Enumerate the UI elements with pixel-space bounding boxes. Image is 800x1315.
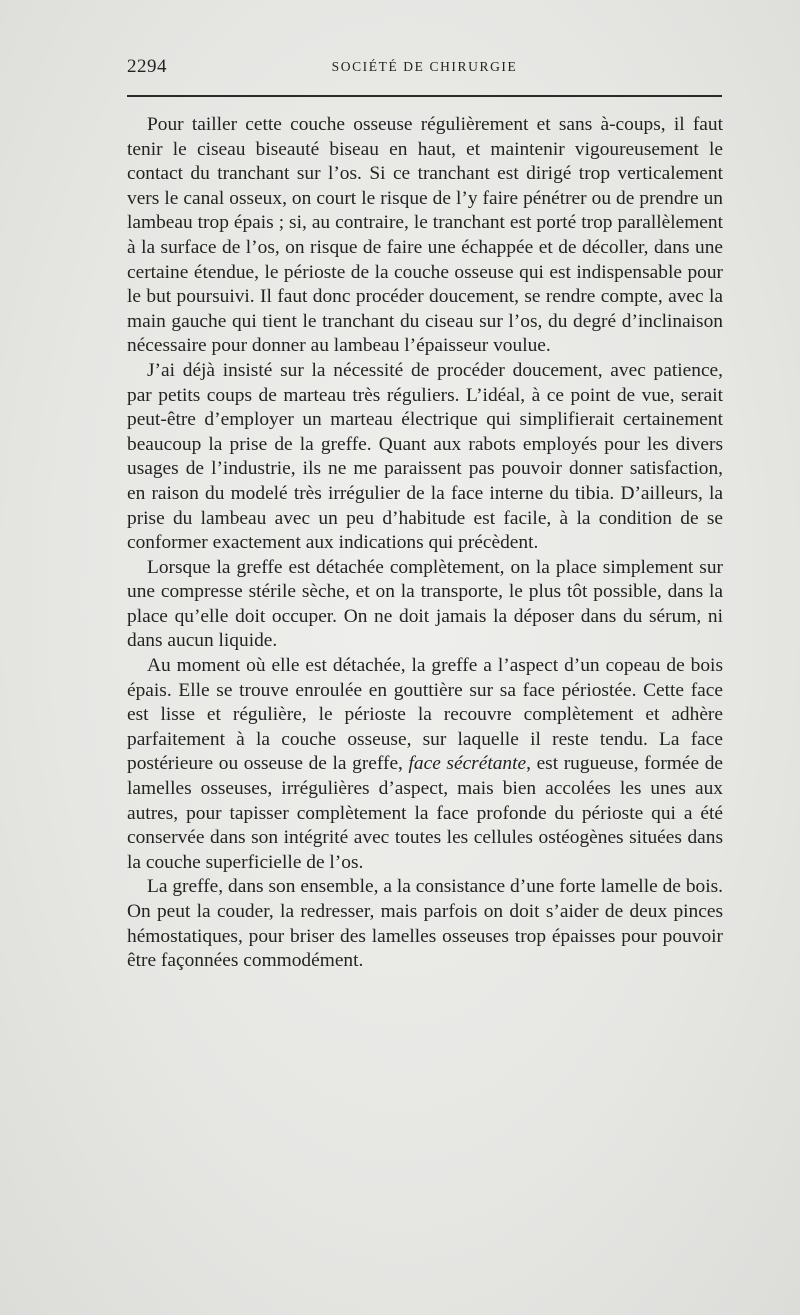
page-header xyxy=(127,56,722,80)
running-head: SOCIÉTÉ DE CHIRURGIE xyxy=(331,59,518,74)
paragraph-1: Pour tailler cette couche osseuse régulièrement et sans à-coups, il faut tenir le ciseau biseauté biseau en haut, et maintenir vigoureusement le contact du tranchant sur l’os. Si ce tranchant est dirigé trop verticalement vers le canal osseux, on court le risque de l’y faire pénétrer ou de prendre un lambeau trop épais ; si, au contraire, le tranchant est porté trop parallèlement à la surface de l’os, on risque de faire une échappée et de décoller, dans une certaine étendue, le périoste de la couche osseuse qui est indispensable pour le but poursuivi. Il faut donc procéder doucement, se rendre compte, avec la main gauche qui tient le tranchant du ciseau sur l’os, du degré d’inclinaison nécessaire pour donner au lambeau l’épaisseur voulue. xyxy=(127,114,723,357)
header-rule xyxy=(127,95,722,97)
paragraph-4 xyxy=(127,654,723,875)
page-number: 2294 xyxy=(127,56,167,77)
paragraph-4-emphasis: face sécrétante xyxy=(408,753,527,775)
body-text xyxy=(127,113,723,974)
paragraph-3: Lorsque la greffe est détachée complètement, on la place simplement sur une compresse stérile sèche, et on la transporte, le plus tôt possible, dans la place qu’elle doit occuper. On ne doit jamais la déposer dans du sérum, ni dans aucun liquide. xyxy=(127,556,723,652)
paragraph-2: J’ai déjà insisté sur la nécessité de procéder doucement, avec patience, par petits coups de marteau très réguliers. L’idéal, à ce point de vue, serait peut-être d’employer un marteau électrique qui simplifierait certainement beaucoup la prise de la greffe. Quant aux rabots employés pour les divers usages de l’industrie, ils ne me paraissent pas pouvoir donner satisfaction, en raison du modelé très irrégulier de la face interne du tibia. D’ailleurs, la prise du lambeau avec un peu d’habitude est facile, à la condition de se conformer exactement aux indications qui précèdent. xyxy=(127,359,723,554)
paragraph-4-text-before: Au moment où elle est détachée, la greffe a l’aspect d’un copeau de bois épais. Elle se trouve enroulée en gouttière sur sa face périostée. Cette face est lisse et régulière, le périoste la recouvre complètement et adhère parfaitement à la couche osseuse, sur laquelle il reste tendu. La face postérieure ou osseuse de la greffe, xyxy=(127,655,723,775)
paragraph-4-text-after: , est rugueuse, formée de lamelles osseuses, irrégulières d’aspect, mais bien accolées les unes aux autres, pour tapisser complètement la face profonde du périoste qui a été conservée dans son intégrité avec toutes les cellules ostéogènes situées dans la couche superficielle de l’os. xyxy=(127,753,723,873)
paragraph-5: La greffe, dans son ensemble, a la consistance d’une forte lamelle de bois. On peut la couder, la redresser, mais parfois on doit s’aider de deux pinces hémostatiques, pour briser des lamelles osseuses trop épaisses pour pouvoir être façonnées commodément. xyxy=(127,876,723,972)
